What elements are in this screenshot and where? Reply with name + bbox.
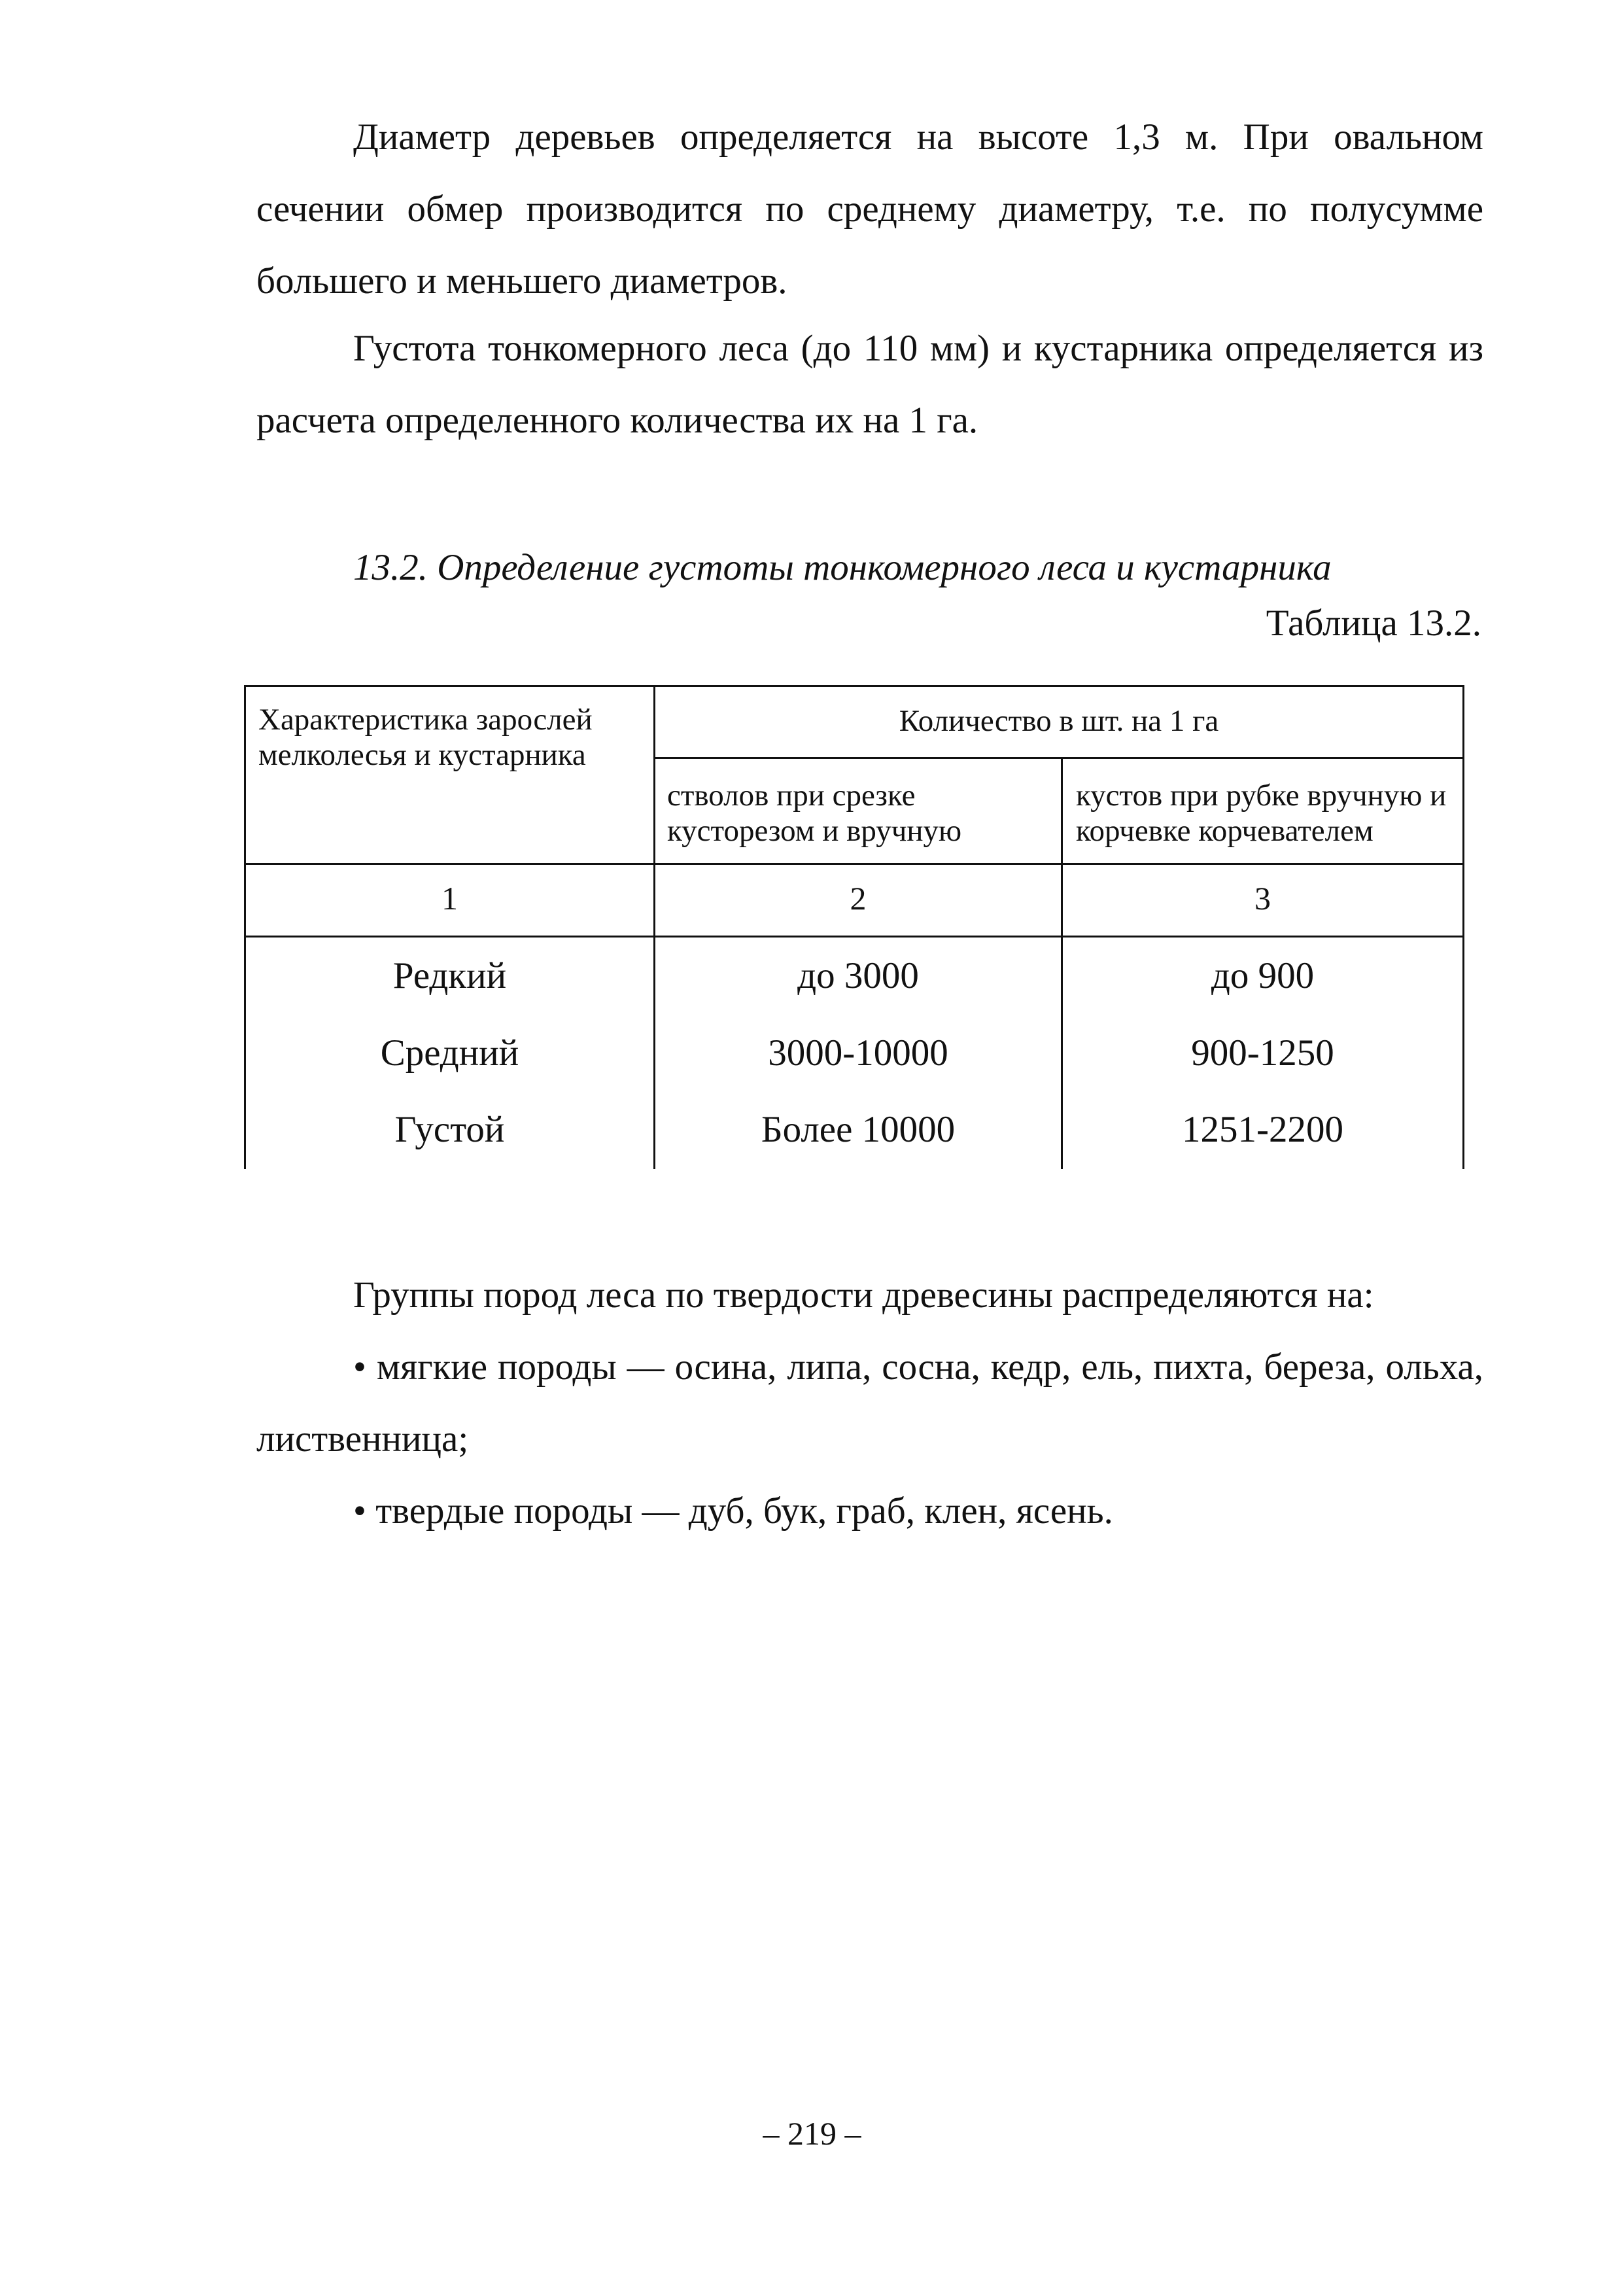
density-table (244, 685, 1464, 1169)
paragraph-diameter: Диаметр деревьев определяется на высоте 1,3 м. При овальном сечении обмер производится по среднему диаметру, т.е. по полусумме большего и меньшего диаметров. (256, 116, 1483, 302)
row-trunks: до 3000 (797, 955, 919, 996)
header-bushes: кустов при рубке вручную и корчевке корчевателем (1076, 779, 1447, 848)
table-line-header-bottom (244, 863, 1464, 865)
col-number-2: 2 (850, 880, 867, 917)
table-line-numbers-bottom (244, 936, 1464, 937)
row-type: Средний (380, 1032, 519, 1074)
row-bushes: до 900 (1211, 955, 1315, 996)
list-item-hard (256, 1475, 1483, 1547)
section-title: 13.2. Определение густоты тонкомерного леса и кустарника (353, 547, 1332, 588)
table-border-right (1462, 685, 1464, 1169)
table-caption: Таблица 13.2. (1266, 603, 1481, 644)
row-trunks: Более 10000 (761, 1109, 956, 1150)
paragraph-groups-intro: Группы пород леса по твердости древесины распределяются на: (353, 1274, 1374, 1316)
row-bushes: 900-1250 (1191, 1032, 1334, 1074)
table-border-top (244, 685, 1464, 687)
table-divider-col1 (653, 685, 655, 1169)
col-number-1: 1 (441, 880, 458, 917)
page-number: – 219 – (763, 2115, 861, 2152)
row-type: Редкий (392, 955, 507, 996)
row-type: Густой (394, 1109, 505, 1150)
list-item-soft-text: мягкие породы — осина, липа, сосна, кедр, ель, пихта, береза, ольха, лиственница; (256, 1346, 1483, 1460)
header-quantity-group: Количество в шт. на 1 га (899, 704, 1219, 738)
header-trunks: стволов при срезке кусторезом и вручную (667, 779, 962, 848)
table-line-subheader (653, 757, 1464, 759)
paragraph-density: Густота тонкомерного леса (до 110 мм) и кустарника определяется из расчета определенного количества их на 1 га. (256, 328, 1483, 441)
list-item-hard-text: твердые породы — дуб, бук, граб, клен, ясень. (375, 1490, 1113, 1532)
col-number-3: 3 (1254, 880, 1271, 917)
row-bushes: 1251-2200 (1182, 1109, 1343, 1150)
bullet: • (353, 1490, 366, 1532)
row-trunks: 3000-10000 (768, 1032, 948, 1074)
header-characteristic: Характеристика зарослей мелколесья и кустарника (258, 703, 593, 772)
bullet: • (353, 1346, 366, 1388)
list-item-soft (256, 1331, 1483, 1475)
table-border-left (244, 685, 246, 1169)
